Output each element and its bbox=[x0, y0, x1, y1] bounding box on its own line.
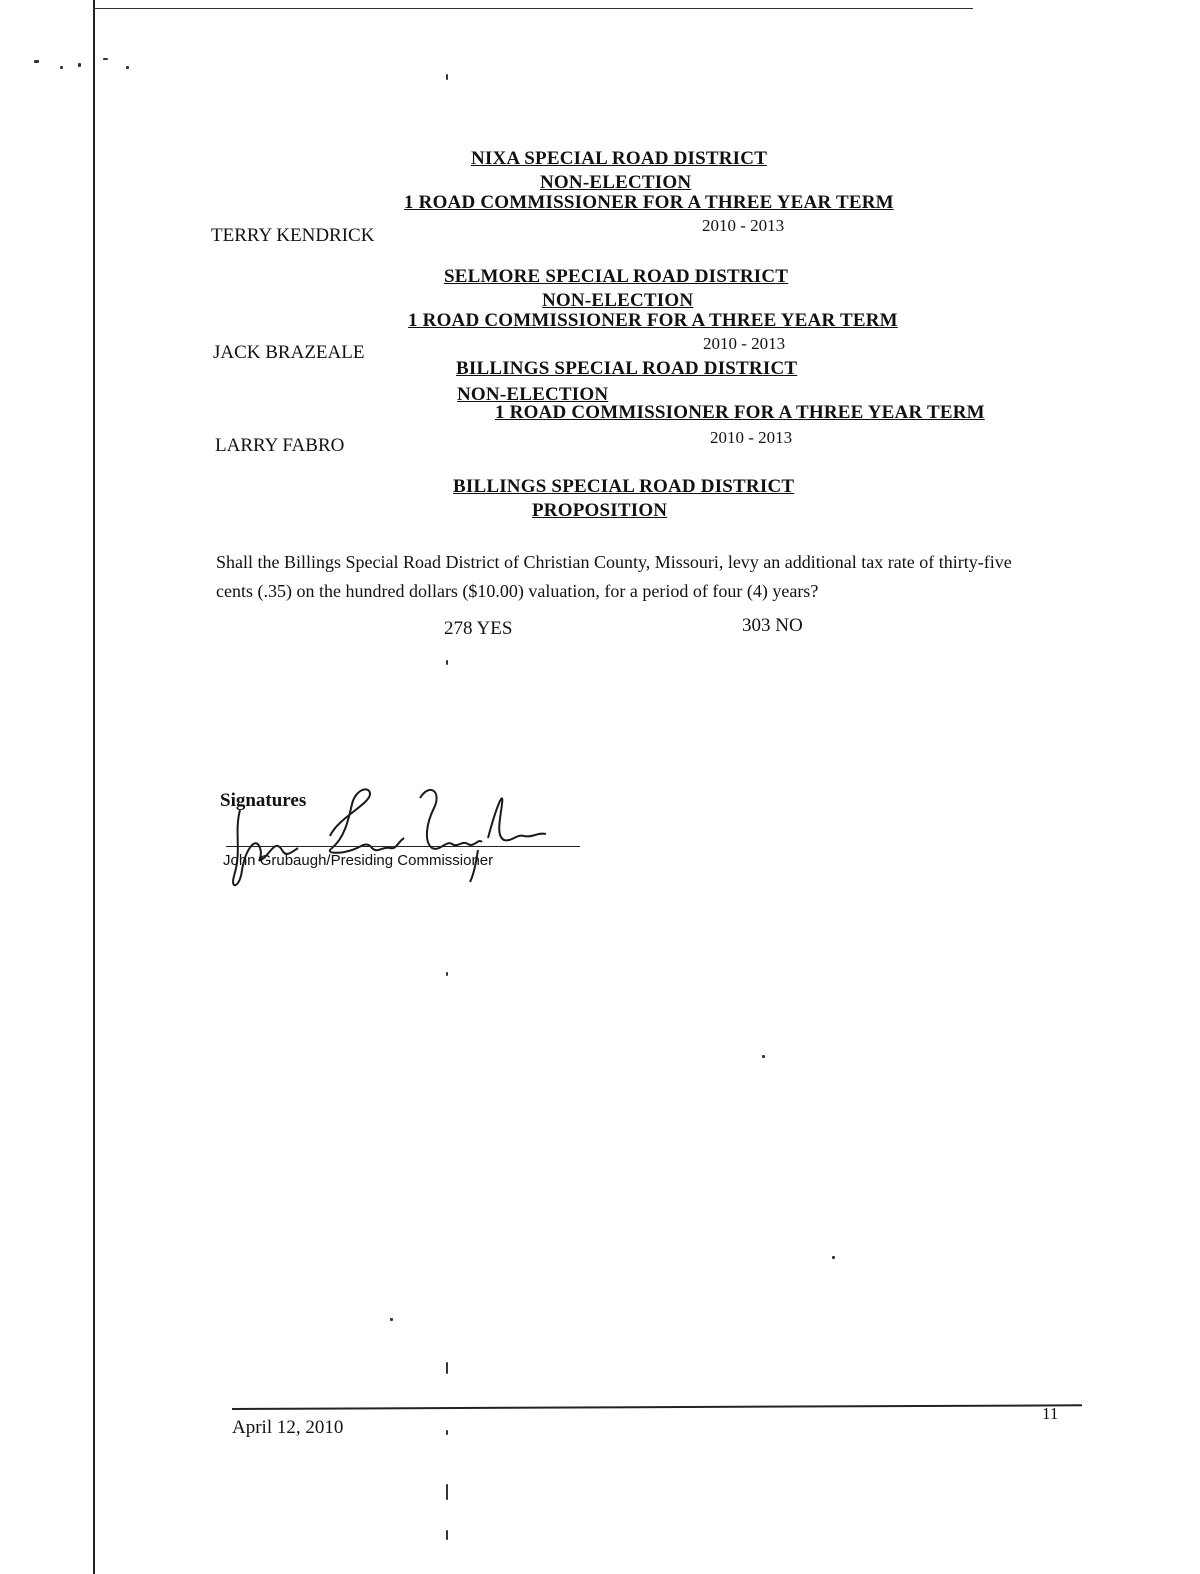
page-number: 11 bbox=[1042, 1404, 1059, 1423]
scan-speck bbox=[446, 1530, 448, 1540]
election-status: NON-ELECTION bbox=[542, 290, 694, 311]
election-status: NON-ELECTION bbox=[540, 172, 692, 193]
scan-speck bbox=[126, 66, 129, 69]
candidate-name: LARRY FABRO bbox=[215, 435, 345, 456]
handwritten-signature bbox=[220, 778, 560, 893]
scan-speck bbox=[446, 972, 448, 976]
yes-result: 278 YES bbox=[444, 618, 513, 639]
scan-speck bbox=[446, 1484, 448, 1500]
signer-label: John Grubaugh/Presiding Commissioner bbox=[223, 852, 494, 869]
proposition-heading: PROPOSITION bbox=[532, 500, 668, 521]
no-result: 303 NO bbox=[742, 615, 803, 636]
office-heading: 1 ROAD COMMISSIONER FOR A THREE YEAR TERM bbox=[495, 402, 985, 423]
district-heading: BILLINGS SPECIAL ROAD DISTRICT bbox=[456, 358, 798, 379]
scan-speck bbox=[832, 1256, 835, 1259]
signature-line bbox=[226, 846, 580, 847]
office-heading: 1 ROAD COMMISSIONER FOR A THREE YEAR TERM bbox=[408, 310, 898, 331]
office-heading: 1 ROAD COMMISSIONER FOR A THREE YEAR TERM bbox=[404, 192, 894, 213]
term-years: 2010 - 2013 bbox=[702, 216, 785, 235]
proposition-district-heading: BILLINGS SPECIAL ROAD DISTRICT bbox=[453, 476, 795, 497]
footer-rule bbox=[232, 1404, 1082, 1410]
scan-speck bbox=[446, 74, 448, 80]
scan-speck bbox=[34, 60, 39, 63]
scan-speck bbox=[446, 1362, 448, 1374]
signatures-heading: Signatures bbox=[220, 790, 307, 811]
left-margin-rule bbox=[93, 0, 95, 1574]
candidate-name: JACK BRAZEALE bbox=[213, 342, 365, 363]
term-years: 2010 - 2013 bbox=[703, 334, 786, 353]
scan-speck bbox=[446, 660, 448, 665]
top-edge-rule bbox=[93, 8, 973, 9]
proposition-text: Shall the Billings Special Road District of Christian County, Missouri, levy an additional tax rate of thirty-five cents (.35) on the hundred dollars ($10.00) valuation, for a period of four (4) years? bbox=[216, 552, 1012, 601]
scan-speck bbox=[103, 58, 108, 60]
scan-speck bbox=[60, 66, 63, 69]
term-years: 2010 - 2013 bbox=[710, 428, 793, 447]
district-heading: NIXA SPECIAL ROAD DISTRICT bbox=[471, 148, 768, 169]
district-heading: SELMORE SPECIAL ROAD DISTRICT bbox=[444, 266, 789, 287]
election-status: NON-ELECTION bbox=[457, 384, 609, 405]
scan-speck bbox=[446, 1430, 448, 1435]
scan-speck bbox=[78, 63, 81, 67]
scan-speck bbox=[762, 1055, 765, 1058]
footer-date: April 12, 2010 bbox=[232, 1417, 344, 1438]
candidate-name: TERRY KENDRICK bbox=[211, 225, 375, 246]
scan-speck bbox=[390, 1318, 393, 1321]
